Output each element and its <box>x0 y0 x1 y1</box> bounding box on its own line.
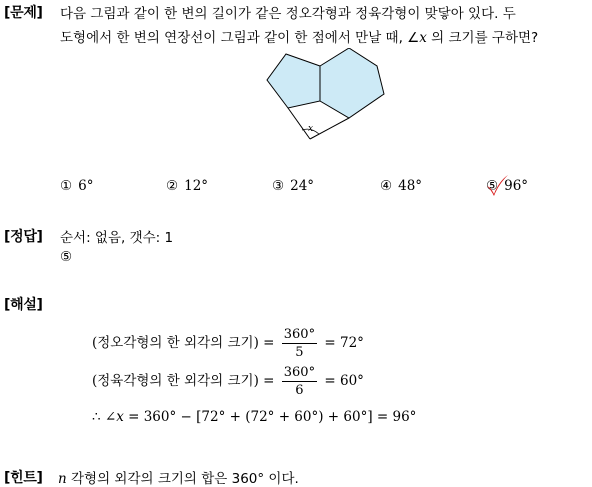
row2-fraction <box>282 365 317 398</box>
choice-3-number: ③ <box>272 178 285 194</box>
choice-5-value: 96° <box>504 178 529 194</box>
pentagon-shape <box>267 54 320 108</box>
pentagon-side-extension <box>288 108 310 139</box>
hint-text: n 각형의 외각의 크기의 합은 360° 이다. <box>58 471 299 487</box>
choice-2[interactable] <box>166 178 208 194</box>
solution-row-3: ∴ ∠x = 360° − [72° + (72° + 60°) + 60°] = 96° <box>92 409 417 425</box>
row1-denominator: 5 <box>295 345 304 360</box>
row2-numerator: 360° <box>283 365 316 380</box>
row2-suffix: = 60° <box>324 373 364 389</box>
solution-row-1 <box>92 327 364 360</box>
row2-denominator: 6 <box>295 383 304 398</box>
answer-label: [정답] <box>4 229 43 245</box>
answer-text: 순서: 없음, 갯수: 1 <box>60 230 174 246</box>
row2-prefix: (정육각형의 한 외각의 크기) = <box>92 373 275 389</box>
polygon-figure <box>258 48 398 148</box>
choice-3-value: 24° <box>290 178 315 194</box>
choice-5-number: ⑤ <box>486 178 499 194</box>
angle-x-label: x <box>308 124 314 134</box>
problem-text-line2: 도형에서 한 변의 연장선이 그림과 같이 한 점에서 만날 때, ∠x 의 크기를 구하면? <box>60 30 539 46</box>
row1-suffix: = 72° <box>324 335 364 351</box>
choice-3[interactable] <box>272 178 314 194</box>
row1-prefix: (정오각형의 한 외각의 크기) = <box>92 335 275 351</box>
problem-label: [문제] <box>4 5 43 21</box>
choice-4-number: ④ <box>380 178 393 194</box>
choice-2-number: ② <box>166 178 179 194</box>
solution-row-2 <box>92 365 364 398</box>
answer-choice: ⑤ <box>60 249 73 265</box>
checkmark-icon <box>484 174 510 198</box>
choice-4[interactable] <box>380 178 422 194</box>
hint-label: [힌트] <box>4 470 43 486</box>
hexagon-side-extension <box>310 118 349 139</box>
choice-4-value: 48° <box>398 178 423 194</box>
row1-fraction <box>282 327 317 360</box>
row1-numerator: 360° <box>283 327 316 342</box>
choice-2-value: 12° <box>184 178 209 194</box>
solution-label: [해설] <box>4 297 43 313</box>
hexagon-shape <box>320 48 384 118</box>
choice-1[interactable] <box>60 178 93 194</box>
problem-text-line1: 다음 그림과 같이 한 변의 길이가 같은 정오각형과 정육각형이 맞닿아 있다. 두 <box>60 6 516 22</box>
choice-1-value: 6° <box>78 178 94 194</box>
choice-1-number: ① <box>60 178 73 194</box>
